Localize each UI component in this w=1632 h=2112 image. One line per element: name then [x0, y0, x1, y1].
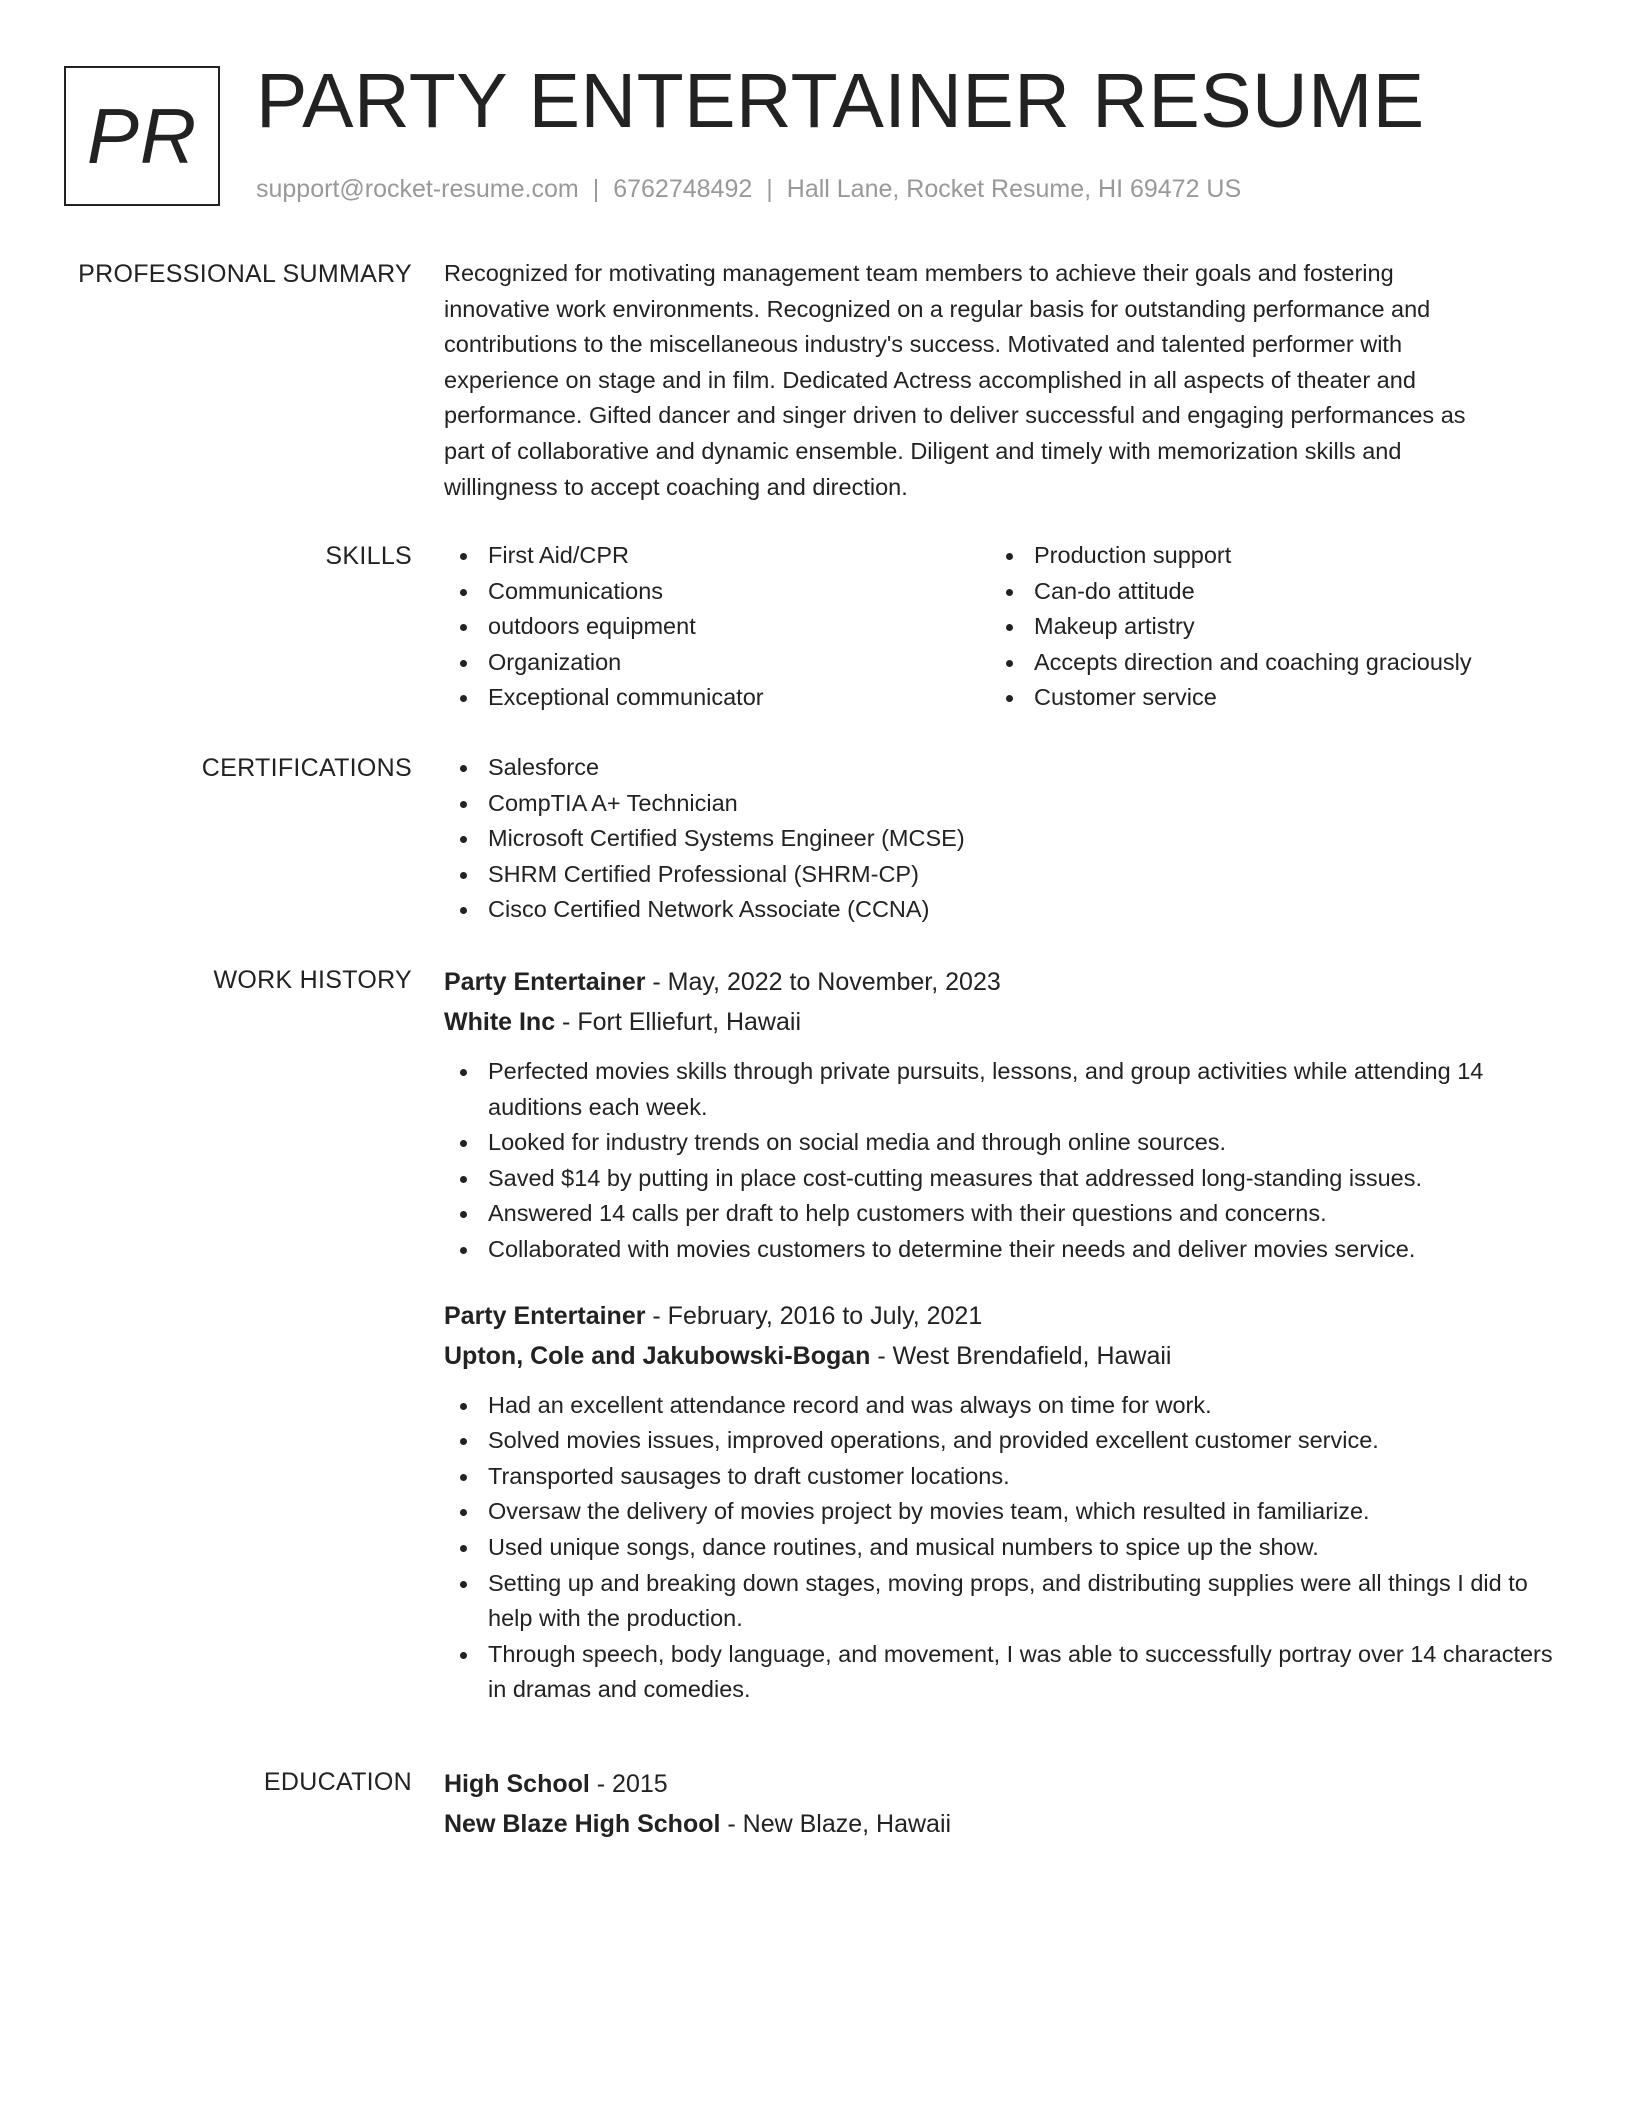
skills-list-left [444, 538, 990, 716]
skill-item: Customer service [990, 680, 1536, 716]
job-bullets [444, 1054, 1556, 1268]
education-year: - 2015 [589, 1770, 668, 1798]
contact-line [256, 172, 1241, 206]
job-location: - West Brendafield, Hawaii [870, 1341, 1172, 1370]
job-bullet: Setting up and breaking down stages, moving props, and distributing supplies were all things I did to help with the production. [444, 1566, 1556, 1637]
education-location: - New Blaze, Hawaii [720, 1810, 952, 1838]
contact-address: Hall Lane, Rocket Resume, HI 69472 US [786, 175, 1242, 203]
skill-item: Makeup artistry [990, 609, 1536, 645]
resume-title: PARTY ENTERTAINER RESUME [256, 58, 1425, 144]
skill-item: Can-do attitude [990, 574, 1536, 610]
job-dates: - May, 2022 to November, 2023 [645, 968, 1001, 996]
contact-separator: | [592, 175, 600, 203]
summary-line: willingness to accept coaching and direction. [444, 473, 908, 500]
job-title: Party Entertainer [444, 968, 646, 996]
contact-separator: | [766, 175, 773, 203]
certifications-list [444, 750, 1556, 928]
summary-line: experience on stage and in film. Dedicated Actress accomplished in all aspects of theater and [444, 366, 1416, 393]
summary-text [444, 256, 1556, 505]
skill-item: Exceptional communicator [444, 680, 990, 716]
job-title-line [444, 1296, 1556, 1336]
job-bullet: Saved $14 by putting in place cost-cutting measures that addressed long-standing issues. [444, 1161, 1556, 1197]
job-location: - Fort Elliefurt, Hawaii [555, 1008, 801, 1036]
job-entry [444, 1296, 1556, 1708]
work-history-body [444, 962, 1556, 1708]
education-degree: High School [444, 1770, 590, 1798]
job-bullet: Solved movies issues, improved operations, and provided excellent customer service. [444, 1423, 1556, 1459]
contact-email: support@rocket-resume.com [256, 175, 579, 203]
certifications-body [444, 750, 1556, 928]
skills-grid [444, 538, 1556, 716]
job-entry [444, 962, 1556, 1268]
skill-item: Production support [990, 538, 1536, 574]
section-label-education: EDUCATION [263, 1768, 412, 1796]
job-bullet: Transported sausages to draft customer locations. [444, 1459, 1556, 1495]
section-label-work-history: WORK HISTORY [213, 966, 412, 994]
job-company-line [444, 1336, 1556, 1376]
certification-item: Cisco Certified Network Associate (CCNA) [444, 892, 1556, 928]
summary-line: part of collaborative and dynamic ensemble. Diligent and timely with memorization skills and [444, 437, 1402, 464]
job-company: White Inc [444, 1008, 556, 1036]
skill-item: First Aid/CPR [444, 538, 990, 574]
job-bullet: Collaborated with movies customers to determine their needs and deliver movies service. [444, 1232, 1556, 1268]
education-school-line [444, 1804, 1556, 1844]
job-bullet: Through speech, body language, and movement, I was able to successfully portray over 14 characters in dramas and comedies. [444, 1637, 1556, 1708]
section-label-summary: PROFESSIONAL SUMMARY [78, 260, 412, 288]
certification-item: CompTIA A+ Technician [444, 786, 1556, 822]
summary-line: contributions to the miscellaneous industry's success. Motivated and talented performer with [444, 331, 1403, 358]
section-label-certifications: CERTIFICATIONS [201, 754, 412, 782]
skill-item: outdoors equipment [444, 609, 990, 645]
job-bullet: Looked for industry trends on social media and through online sources. [444, 1125, 1556, 1161]
job-bullet: Oversaw the delivery of movies project by movies team, which resulted in familiarize. [444, 1494, 1556, 1530]
summary-line: Recognized for motivating management team members to achieve their goals and fostering [444, 260, 1394, 286]
job-dates: - February, 2016 to July, 2021 [645, 1301, 983, 1330]
section-label-skills: SKILLS [325, 542, 412, 570]
education-degree-line [444, 1764, 1556, 1804]
certification-item: Salesforce [444, 750, 1556, 786]
contact-phone: 6762748492 [613, 175, 753, 203]
job-bullets [444, 1388, 1556, 1708]
education-body [444, 1764, 1556, 1844]
certification-item: Microsoft Certified Systems Engineer (MCSE) [444, 821, 1556, 857]
monogram-logo: PR [64, 66, 220, 206]
job-bullet: Perfected movies skills through private pursuits, lessons, and group activities while attending 14 auditions each week. [444, 1054, 1556, 1125]
summary-line: innovative work environments. Recognized on a regular basis for outstanding performance and [444, 295, 1431, 322]
job-bullet: Had an excellent attendance record and was always on time for work. [444, 1388, 1556, 1424]
education-school: New Blaze High School [444, 1810, 721, 1838]
job-title: Party Entertainer [444, 1301, 646, 1330]
skill-item: Accepts direction and coaching graciously [990, 645, 1536, 681]
job-bullet: Used unique songs, dance routines, and musical numbers to spice up the show. [444, 1530, 1556, 1566]
job-company-line [444, 1002, 1556, 1042]
job-bullet: Answered 14 calls per draft to help customers with their questions and concerns. [444, 1196, 1556, 1232]
job-company: Upton, Cole and Jakubowski-Bogan [444, 1341, 871, 1370]
skill-item: Organization [444, 645, 990, 681]
job-title-line [444, 962, 1556, 1002]
certification-item: SHRM Certified Professional (SHRM-CP) [444, 857, 1556, 893]
skill-item: Communications [444, 574, 990, 610]
summary-line: performance. Gifted dancer and singer driven to deliver successful and engaging performances as [444, 402, 1466, 429]
skills-list-right [990, 538, 1536, 716]
